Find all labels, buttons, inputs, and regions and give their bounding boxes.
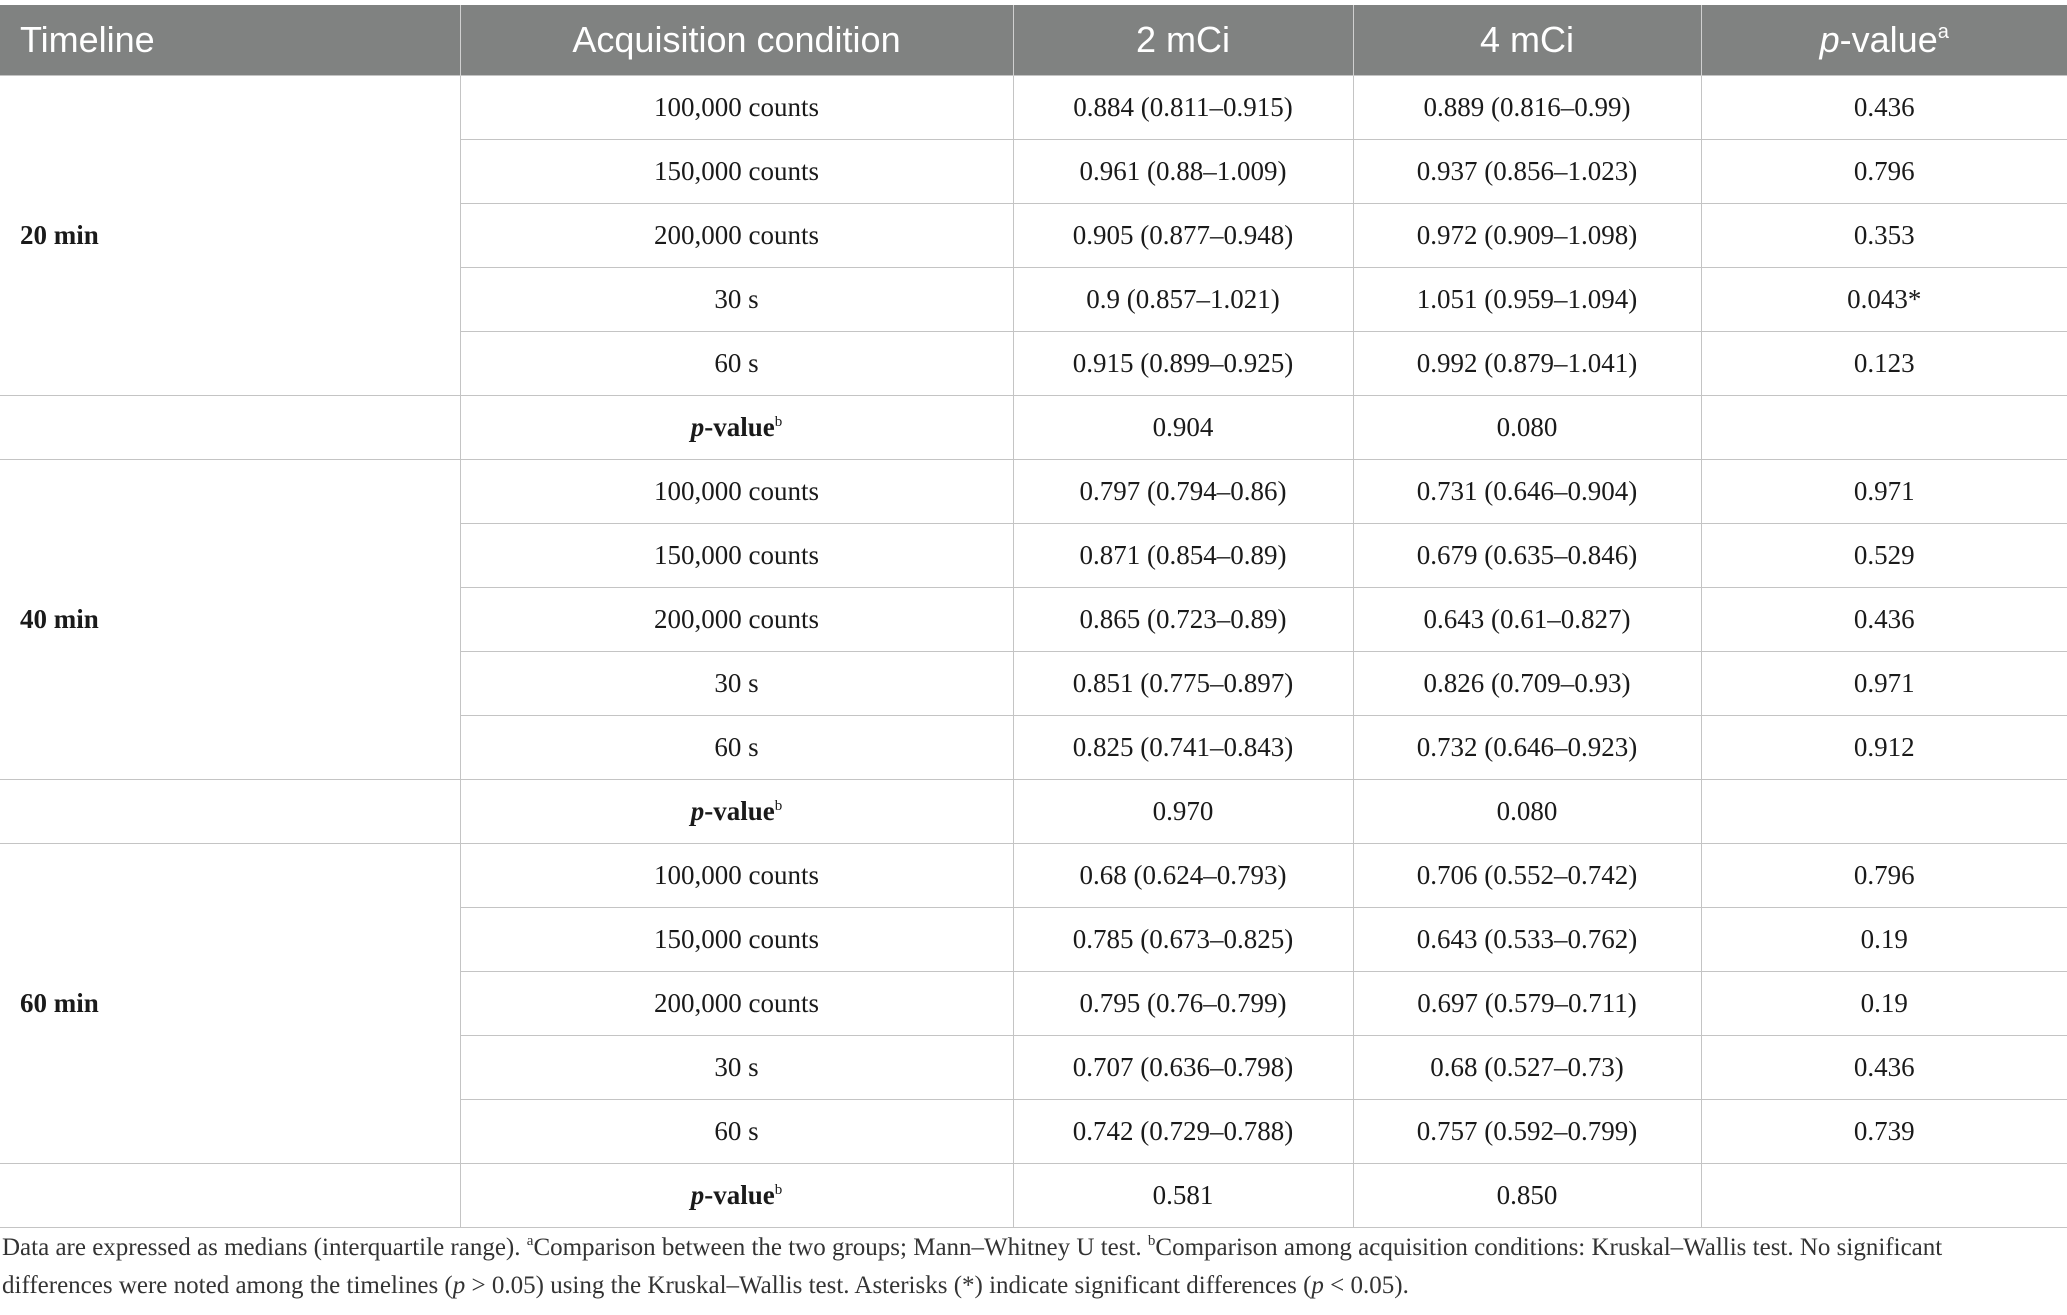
p-value-cell: 0.436 [1701,588,2067,652]
p-value-cell: 0.971 [1701,652,2067,716]
condition-cell: 30 s [460,1036,1013,1100]
timeline-cell: 20 min [0,76,460,396]
condition-cell: 150,000 counts [460,140,1013,204]
value-2mci-cell: 0.825 (0.741–0.843) [1013,716,1353,780]
value-4mci-cell: 0.706 (0.552–0.742) [1353,844,1701,908]
condition-cell: 30 s [460,268,1013,332]
condition-cell: 200,000 counts [460,588,1013,652]
value-2mci-cell: 0.884 (0.811–0.915) [1013,76,1353,140]
p-value-cell: 0.971 [1701,460,2067,524]
empty-cell [1701,1164,2067,1228]
p-value-cell: 0.353 [1701,204,2067,268]
p-value-2mci-cell: 0.970 [1013,780,1353,844]
value-2mci-cell: 0.905 (0.877–0.948) [1013,204,1353,268]
value-4mci-cell: 0.697 (0.579–0.711) [1353,972,1701,1036]
p-value-cell: 0.123 [1701,332,2067,396]
value-4mci-cell: 0.889 (0.816–0.99) [1353,76,1701,140]
p-value-row [0,780,2067,844]
condition-cell: 200,000 counts [460,972,1013,1036]
value-2mci-cell: 0.785 (0.673–0.825) [1013,908,1353,972]
value-4mci-cell: 0.937 (0.856–1.023) [1353,140,1701,204]
header-p-value: p-value$^a$ [1701,5,2067,76]
value-2mci-cell: 0.797 (0.794–0.86) [1013,460,1353,524]
header-acquisition-condition: Acquisition condition [460,5,1013,76]
condition-cell: 60 s [460,332,1013,396]
condition-cell: 150,000 counts [460,908,1013,972]
table-row [0,460,2067,524]
p-value-cell: 0.436 [1701,76,2067,140]
p-value-row [0,396,2067,460]
p-value-cell: 0.529 [1701,524,2067,588]
value-4mci-cell: 0.972 (0.909–1.098) [1353,204,1701,268]
condition-cell: 200,000 counts [460,204,1013,268]
value-4mci-cell: 0.643 (0.533–0.762) [1353,908,1701,972]
p-value-label: p-value$^b$ [460,780,1013,844]
empty-cell [0,780,460,844]
timeline-cell: 60 min [0,844,460,1164]
value-4mci-cell: 0.679 (0.635–0.846) [1353,524,1701,588]
condition-cell: 60 s [460,716,1013,780]
value-4mci-cell: 0.826 (0.709–0.93) [1353,652,1701,716]
p-value-4mci-cell: 0.080 [1353,396,1701,460]
value-4mci-cell: 0.731 (0.646–0.904) [1353,460,1701,524]
p-value-cell: 0.436 [1701,1036,2067,1100]
value-4mci-cell: 0.757 (0.592–0.799) [1353,1100,1701,1164]
p-value-row [0,1164,2067,1228]
p-value-cell: 0.739 [1701,1100,2067,1164]
p-value-2mci-cell: 0.581 [1013,1164,1353,1228]
value-2mci-cell: 0.742 (0.729–0.788) [1013,1100,1353,1164]
p-value-cell: 0.796 [1701,140,2067,204]
p-value-label: p-value$^b$ [460,1164,1013,1228]
value-2mci-cell: 0.68 (0.624–0.793) [1013,844,1353,908]
value-2mci-cell: 0.961 (0.88–1.009) [1013,140,1353,204]
p-value-cell: 0.912 [1701,716,2067,780]
p-value-cell: 0.19 [1701,908,2067,972]
empty-cell [1701,780,2067,844]
table-body [0,76,2067,1228]
value-2mci-cell: 0.915 (0.899–0.925) [1013,332,1353,396]
table-header [0,5,2067,76]
value-4mci-cell: 0.732 (0.646–0.923) [1353,716,1701,780]
value-2mci-cell: 0.851 (0.775–0.897) [1013,652,1353,716]
p-value-2mci-cell: 0.904 [1013,396,1353,460]
value-4mci-cell: 1.051 (0.959–1.094) [1353,268,1701,332]
value-4mci-cell: 0.643 (0.61–0.827) [1353,588,1701,652]
condition-cell: 100,000 counts [460,460,1013,524]
p-value-cell: 0.19 [1701,972,2067,1036]
table-row [0,76,2067,140]
table-footnote: Data are expressed as medians (interquartile range). $^a$Comparison between the two groups; Mann–Whitney U test. $^b$Comparison among acquisition conditions: Kruskal–Wallis test. No significant differences were noted among the timelines (p > 0.05) using the Kruskal–Wallis test. Asterisks (*) indicate significant differences (p < 0.05). [2,1233,1943,1299]
p-value-cell: 0.796 [1701,844,2067,908]
empty-cell [0,396,460,460]
header-4mci: 4 mCi [1353,5,1701,76]
empty-cell [0,1164,460,1228]
p-value-label: p-value$^b$ [460,396,1013,460]
results-table [0,5,2067,1228]
value-4mci-cell: 0.992 (0.879–1.041) [1353,332,1701,396]
value-2mci-cell: 0.865 (0.723–0.89) [1013,588,1353,652]
condition-cell: 30 s [460,652,1013,716]
condition-cell: 150,000 counts [460,524,1013,588]
empty-cell [1701,396,2067,460]
condition-cell: 60 s [460,1100,1013,1164]
value-4mci-cell: 0.68 (0.527–0.73) [1353,1036,1701,1100]
value-2mci-cell: 0.795 (0.76–0.799) [1013,972,1353,1036]
value-2mci-cell: 0.9 (0.857–1.021) [1013,268,1353,332]
header-timeline: Timeline [0,5,460,76]
condition-cell: 100,000 counts [460,844,1013,908]
p-value-cell: 0.043* [1701,268,2067,332]
value-2mci-cell: 0.707 (0.636–0.798) [1013,1036,1353,1100]
p-value-4mci-cell: 0.080 [1353,780,1701,844]
header-2mci: 2 mCi [1013,5,1353,76]
p-value-4mci-cell: 0.850 [1353,1164,1701,1228]
value-2mci-cell: 0.871 (0.854–0.89) [1013,524,1353,588]
condition-cell: 100,000 counts [460,76,1013,140]
table-row [0,844,2067,908]
timeline-cell: 40 min [0,460,460,780]
